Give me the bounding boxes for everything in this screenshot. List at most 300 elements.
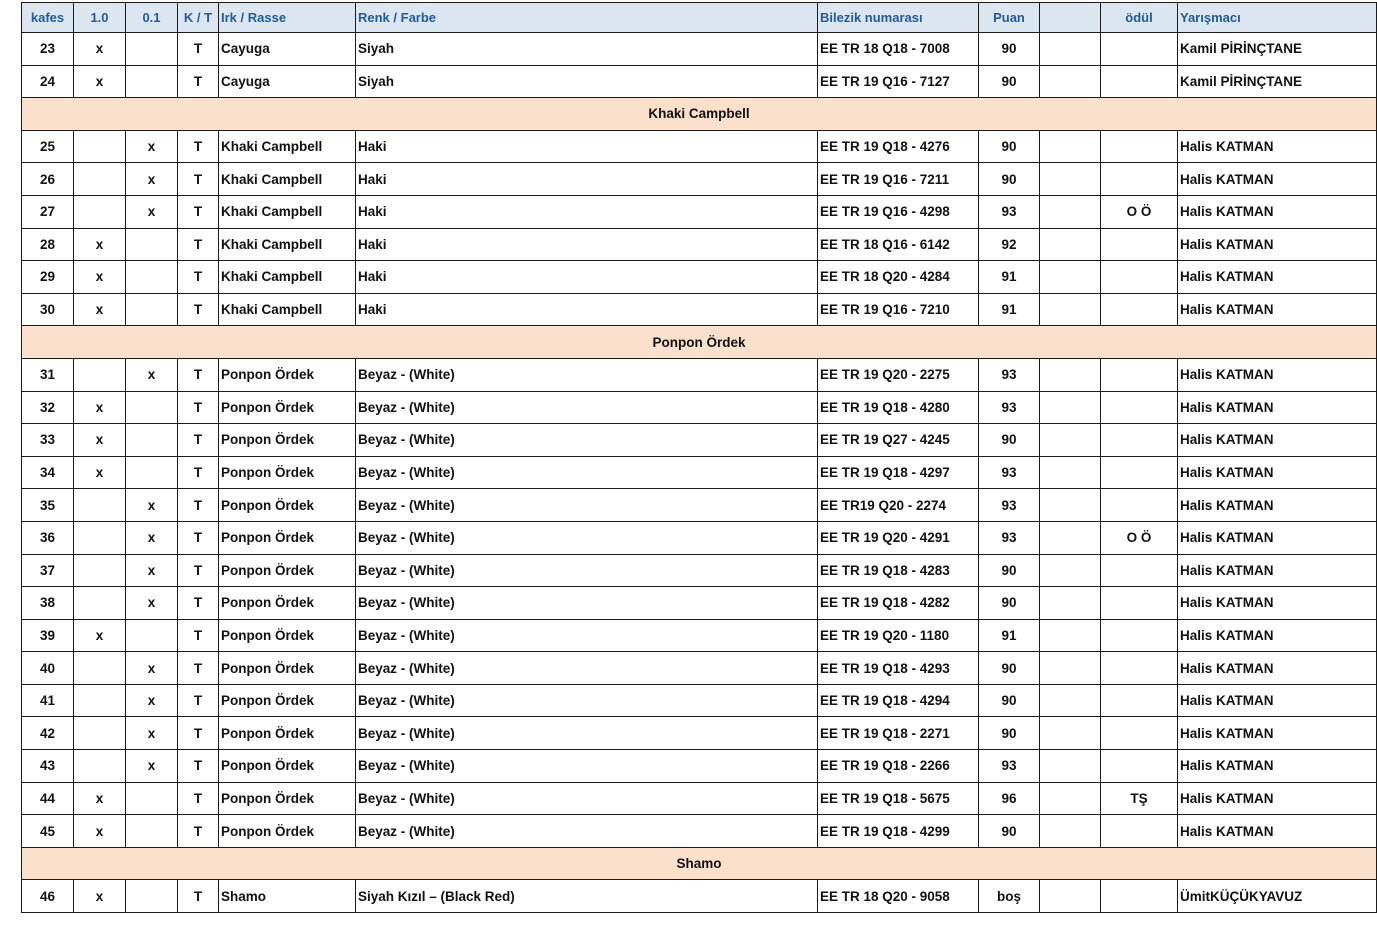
cell-kafes: 32	[22, 391, 74, 424]
cell-score: 90	[979, 33, 1040, 66]
cell-male: x	[74, 228, 126, 261]
cell-exhibitor: Halis KATMAN	[1178, 195, 1377, 228]
table-row	[22, 782, 1377, 815]
cell-breed: Khaki Campbell	[219, 228, 356, 261]
cell-award	[1101, 750, 1178, 783]
cell-male	[74, 684, 126, 717]
cell-award	[1101, 554, 1178, 587]
cell-kt: T	[178, 880, 219, 913]
cell-extra	[1040, 782, 1101, 815]
cell-ring: EE TR 19 Q18 - 4297	[818, 456, 979, 489]
cell-award: O Ö	[1101, 195, 1178, 228]
cell-kafes: 42	[22, 717, 74, 750]
cell-male: x	[74, 293, 126, 326]
cell-kt: T	[178, 782, 219, 815]
table-row	[22, 195, 1377, 228]
cell-extra	[1040, 293, 1101, 326]
cell-breed: Ponpon Ördek	[219, 782, 356, 815]
cell-male: x	[74, 456, 126, 489]
cell-exhibitor: Halis KATMAN	[1178, 554, 1377, 587]
cell-score: 92	[979, 228, 1040, 261]
cell-exhibitor: Halis KATMAN	[1178, 684, 1377, 717]
cell-ring: EE TR 19 Q16 - 7127	[818, 65, 979, 98]
table-row	[22, 815, 1377, 848]
cell-female: x	[126, 521, 178, 554]
cell-award	[1101, 293, 1178, 326]
cell-score: 91	[979, 619, 1040, 652]
cell-exhibitor: Halis KATMAN	[1178, 587, 1377, 620]
cell-kt: T	[178, 456, 219, 489]
cell-award	[1101, 717, 1178, 750]
cell-female	[126, 619, 178, 652]
cell-score: 90	[979, 684, 1040, 717]
cell-breed: Cayuga	[219, 33, 356, 66]
cell-breed: Khaki Campbell	[219, 130, 356, 163]
cell-female: x	[126, 587, 178, 620]
table-row	[22, 652, 1377, 685]
cell-color: Haki	[356, 195, 818, 228]
group-header-row	[22, 847, 1377, 880]
cell-ring: EE TR 18 Q20 - 9058	[818, 880, 979, 913]
cell-extra	[1040, 880, 1101, 913]
cell-breed: Ponpon Ördek	[219, 456, 356, 489]
cell-kafes: 24	[22, 65, 74, 98]
cell-kt: T	[178, 619, 219, 652]
cell-exhibitor: Halis KATMAN	[1178, 391, 1377, 424]
cell-color: Siyah	[356, 33, 818, 66]
cell-color: Beyaz - (White)	[356, 489, 818, 522]
cell-award	[1101, 684, 1178, 717]
cell-male: x	[74, 391, 126, 424]
cell-ring: EE TR 19 Q18 - 4294	[818, 684, 979, 717]
cell-kafes: 40	[22, 652, 74, 685]
header-color: Renk / Farbe	[356, 3, 818, 33]
cell-score: 93	[979, 489, 1040, 522]
cell-color: Haki	[356, 228, 818, 261]
group-title: Shamo	[22, 847, 1377, 880]
cell-ring: EE TR 18 Q18 - 7008	[818, 33, 979, 66]
cell-female	[126, 880, 178, 913]
cell-female: x	[126, 554, 178, 587]
cell-score: 90	[979, 554, 1040, 587]
header-exhibitor: Yarışmacı	[1178, 3, 1377, 33]
cell-ring: EE TR 19 Q16 - 4298	[818, 195, 979, 228]
table-row	[22, 880, 1377, 913]
cell-extra	[1040, 65, 1101, 98]
cell-exhibitor: Halis KATMAN	[1178, 652, 1377, 685]
cell-color: Beyaz - (White)	[356, 358, 818, 391]
cell-female: x	[126, 195, 178, 228]
cell-kafes: 36	[22, 521, 74, 554]
cell-exhibitor: Halis KATMAN	[1178, 489, 1377, 522]
cell-kafes: 31	[22, 358, 74, 391]
cell-female	[126, 33, 178, 66]
cell-ring: EE TR 19 Q18 - 4276	[818, 130, 979, 163]
cell-score: 91	[979, 293, 1040, 326]
table-row	[22, 619, 1377, 652]
cell-female: x	[126, 717, 178, 750]
cell-male: x	[74, 619, 126, 652]
cell-color: Siyah Kızıl – (Black Red)	[356, 880, 818, 913]
cell-award	[1101, 587, 1178, 620]
cell-score: 93	[979, 750, 1040, 783]
cell-kt: T	[178, 750, 219, 783]
cell-kafes: 41	[22, 684, 74, 717]
cell-award	[1101, 228, 1178, 261]
cell-female	[126, 293, 178, 326]
cell-female: x	[126, 750, 178, 783]
cell-color: Beyaz - (White)	[356, 684, 818, 717]
cell-award	[1101, 424, 1178, 457]
cell-exhibitor: Halis KATMAN	[1178, 261, 1377, 294]
cell-ring: EE TR 19 Q18 - 4293	[818, 652, 979, 685]
cell-male	[74, 358, 126, 391]
cell-breed: Ponpon Ördek	[219, 750, 356, 783]
cell-female	[126, 228, 178, 261]
cell-ring: EE TR 19 Q16 - 7210	[818, 293, 979, 326]
cell-female	[126, 456, 178, 489]
cell-extra	[1040, 163, 1101, 196]
cell-award: O Ö	[1101, 521, 1178, 554]
cell-kt: T	[178, 228, 219, 261]
cell-ring: EE TR 18 Q16 - 6142	[818, 228, 979, 261]
cell-extra	[1040, 815, 1101, 848]
header-score: Puan	[979, 3, 1040, 33]
cell-breed: Ponpon Ördek	[219, 489, 356, 522]
cell-exhibitor: Halis KATMAN	[1178, 163, 1377, 196]
cell-kt: T	[178, 163, 219, 196]
cell-ring: EE TR 19 Q18 - 2266	[818, 750, 979, 783]
cell-kt: T	[178, 261, 219, 294]
cell-breed: Ponpon Ördek	[219, 619, 356, 652]
cell-score: 93	[979, 195, 1040, 228]
cell-award	[1101, 489, 1178, 522]
cell-ring: EE TR 19 Q16 - 7211	[818, 163, 979, 196]
cell-score: 90	[979, 717, 1040, 750]
cell-color: Haki	[356, 163, 818, 196]
cell-ring: EE TR 19 Q18 - 4283	[818, 554, 979, 587]
header-row	[22, 3, 1377, 33]
cell-extra	[1040, 587, 1101, 620]
table-row	[22, 554, 1377, 587]
cell-color: Beyaz - (White)	[356, 391, 818, 424]
cell-kt: T	[178, 717, 219, 750]
cell-ring: EE TR 19 Q18 - 4280	[818, 391, 979, 424]
cell-male	[74, 489, 126, 522]
cell-kafes: 29	[22, 261, 74, 294]
cell-award	[1101, 815, 1178, 848]
cell-color: Beyaz - (White)	[356, 521, 818, 554]
cell-extra	[1040, 652, 1101, 685]
cell-breed: Ponpon Ördek	[219, 424, 356, 457]
cell-female	[126, 391, 178, 424]
cell-male	[74, 195, 126, 228]
header-ring: Bilezik numarası	[818, 3, 979, 33]
cell-breed: Khaki Campbell	[219, 261, 356, 294]
cell-extra	[1040, 619, 1101, 652]
cell-female: x	[126, 684, 178, 717]
cell-ring: EE TR 19 Q20 - 2275	[818, 358, 979, 391]
table-row	[22, 684, 1377, 717]
table-row	[22, 750, 1377, 783]
cell-kafes: 27	[22, 195, 74, 228]
cell-extra	[1040, 521, 1101, 554]
cell-ring: EE TR19 Q20 - 2274	[818, 489, 979, 522]
cell-female: x	[126, 489, 178, 522]
cell-female	[126, 261, 178, 294]
cell-score: 90	[979, 65, 1040, 98]
cell-female: x	[126, 358, 178, 391]
cell-kafes: 35	[22, 489, 74, 522]
cell-award	[1101, 65, 1178, 98]
cell-breed: Ponpon Ördek	[219, 815, 356, 848]
table-row	[22, 489, 1377, 522]
cell-male: x	[74, 782, 126, 815]
cell-score: 96	[979, 782, 1040, 815]
cell-breed: Ponpon Ördek	[219, 391, 356, 424]
cell-exhibitor: Halis KATMAN	[1178, 521, 1377, 554]
cell-kt: T	[178, 652, 219, 685]
cell-kt: T	[178, 65, 219, 98]
cell-extra	[1040, 261, 1101, 294]
cell-extra	[1040, 717, 1101, 750]
cell-color: Haki	[356, 293, 818, 326]
cell-male: x	[74, 880, 126, 913]
cell-kt: T	[178, 358, 219, 391]
cell-score: boş	[979, 880, 1040, 913]
cell-breed: Khaki Campbell	[219, 293, 356, 326]
cell-extra	[1040, 130, 1101, 163]
group-title: Ponpon Ördek	[22, 326, 1377, 359]
cell-male	[74, 521, 126, 554]
cell-breed: Ponpon Ördek	[219, 652, 356, 685]
cell-color: Beyaz - (White)	[356, 554, 818, 587]
table-row	[22, 391, 1377, 424]
cell-score: 90	[979, 815, 1040, 848]
cell-score: 93	[979, 391, 1040, 424]
cell-ring: EE TR 19 Q20 - 1180	[818, 619, 979, 652]
cell-exhibitor: Halis KATMAN	[1178, 717, 1377, 750]
cell-color: Beyaz - (White)	[356, 750, 818, 783]
group-header-row	[22, 98, 1377, 131]
table-row	[22, 163, 1377, 196]
cell-kt: T	[178, 684, 219, 717]
cell-exhibitor: Halis KATMAN	[1178, 815, 1377, 848]
cell-color: Beyaz - (White)	[356, 815, 818, 848]
cell-female: x	[126, 130, 178, 163]
cell-male	[74, 750, 126, 783]
header-award: ödül	[1101, 3, 1178, 33]
table-row	[22, 358, 1377, 391]
cell-kt: T	[178, 521, 219, 554]
cell-color: Siyah	[356, 65, 818, 98]
cell-breed: Ponpon Ördek	[219, 521, 356, 554]
group-header-row	[22, 326, 1377, 359]
cell-score: 90	[979, 163, 1040, 196]
cell-score: 93	[979, 358, 1040, 391]
cell-male: x	[74, 65, 126, 98]
table-row	[22, 587, 1377, 620]
cell-male: x	[74, 815, 126, 848]
cell-kafes: 37	[22, 554, 74, 587]
cell-kafes: 39	[22, 619, 74, 652]
cell-male	[74, 587, 126, 620]
cell-color: Beyaz - (White)	[356, 424, 818, 457]
cell-award	[1101, 652, 1178, 685]
table-row	[22, 521, 1377, 554]
cell-kafes: 33	[22, 424, 74, 457]
cell-breed: Khaki Campbell	[219, 163, 356, 196]
cell-color: Beyaz - (White)	[356, 587, 818, 620]
cell-exhibitor: Halis KATMAN	[1178, 750, 1377, 783]
cell-color: Beyaz - (White)	[356, 652, 818, 685]
cell-extra	[1040, 358, 1101, 391]
cell-ring: EE TR 19 Q18 - 2271	[818, 717, 979, 750]
cell-male	[74, 652, 126, 685]
cell-award	[1101, 358, 1178, 391]
cell-score: 90	[979, 587, 1040, 620]
cell-score: 93	[979, 456, 1040, 489]
cell-ring: EE TR 19 Q18 - 5675	[818, 782, 979, 815]
cell-kafes: 45	[22, 815, 74, 848]
table-row	[22, 424, 1377, 457]
cell-exhibitor: Kamil PİRİNÇTANE	[1178, 65, 1377, 98]
cell-award	[1101, 880, 1178, 913]
cell-award: TŞ	[1101, 782, 1178, 815]
group-title: Khaki Campbell	[22, 98, 1377, 131]
cell-award	[1101, 130, 1178, 163]
cell-award	[1101, 261, 1178, 294]
table-row	[22, 717, 1377, 750]
cell-exhibitor: Halis KATMAN	[1178, 456, 1377, 489]
cell-score: 90	[979, 652, 1040, 685]
cell-extra	[1040, 33, 1101, 66]
cell-kt: T	[178, 391, 219, 424]
cell-female	[126, 815, 178, 848]
cell-kt: T	[178, 130, 219, 163]
cell-ring: EE TR 18 Q20 - 4284	[818, 261, 979, 294]
cell-extra	[1040, 750, 1101, 783]
cell-extra	[1040, 684, 1101, 717]
cell-extra	[1040, 554, 1101, 587]
cell-breed: Khaki Campbell	[219, 195, 356, 228]
cell-exhibitor: Halis KATMAN	[1178, 782, 1377, 815]
cell-kt: T	[178, 33, 219, 66]
cell-male	[74, 163, 126, 196]
cell-breed: Cayuga	[219, 65, 356, 98]
cell-kafes: 43	[22, 750, 74, 783]
cell-award	[1101, 456, 1178, 489]
cell-female	[126, 424, 178, 457]
cell-score: 90	[979, 130, 1040, 163]
cell-award	[1101, 391, 1178, 424]
cell-color: Haki	[356, 261, 818, 294]
cell-extra	[1040, 456, 1101, 489]
cell-color: Beyaz - (White)	[356, 456, 818, 489]
cell-score: 90	[979, 424, 1040, 457]
cell-exhibitor: Halis KATMAN	[1178, 130, 1377, 163]
cell-kt: T	[178, 424, 219, 457]
cell-male	[74, 717, 126, 750]
cell-ring: EE TR 19 Q20 - 4291	[818, 521, 979, 554]
header-extra	[1040, 3, 1101, 33]
cell-breed: Ponpon Ördek	[219, 358, 356, 391]
table-row	[22, 228, 1377, 261]
cell-color: Beyaz - (White)	[356, 717, 818, 750]
cell-kafes: 46	[22, 880, 74, 913]
cell-kt: T	[178, 293, 219, 326]
header-male: 1.0	[74, 3, 126, 33]
cell-ring: EE TR 19 Q27 - 4245	[818, 424, 979, 457]
cell-exhibitor: Halis KATMAN	[1178, 293, 1377, 326]
header-female: 0.1	[126, 3, 178, 33]
cell-kt: T	[178, 587, 219, 620]
cell-breed: Ponpon Ördek	[219, 717, 356, 750]
cell-female: x	[126, 163, 178, 196]
cell-kt: T	[178, 554, 219, 587]
cell-color: Beyaz - (White)	[356, 619, 818, 652]
cell-kafes: 26	[22, 163, 74, 196]
cell-kafes: 44	[22, 782, 74, 815]
cell-extra	[1040, 391, 1101, 424]
cell-male	[74, 554, 126, 587]
cell-kafes: 34	[22, 456, 74, 489]
cell-female: x	[126, 652, 178, 685]
header-kafes: kafes	[22, 3, 74, 33]
cell-exhibitor: Halis KATMAN	[1178, 619, 1377, 652]
cell-breed: Ponpon Ördek	[219, 554, 356, 587]
header-kt: K / T	[178, 3, 219, 33]
cell-male: x	[74, 261, 126, 294]
results-table	[21, 2, 1377, 913]
cell-breed: Ponpon Ördek	[219, 587, 356, 620]
cell-score: 93	[979, 521, 1040, 554]
cell-breed: Ponpon Ördek	[219, 684, 356, 717]
cell-exhibitor: ÜmitKÜÇÜKYAVUZ	[1178, 880, 1377, 913]
cell-extra	[1040, 424, 1101, 457]
cell-kt: T	[178, 815, 219, 848]
table-body	[22, 33, 1377, 913]
header-breed: Irk / Rasse	[219, 3, 356, 33]
cell-male: x	[74, 424, 126, 457]
table-row	[22, 65, 1377, 98]
table-row	[22, 261, 1377, 294]
cell-kt: T	[178, 195, 219, 228]
table-row	[22, 293, 1377, 326]
cell-extra	[1040, 228, 1101, 261]
cell-extra	[1040, 195, 1101, 228]
cell-kafes: 28	[22, 228, 74, 261]
cell-exhibitor: Halis KATMAN	[1178, 358, 1377, 391]
cell-male: x	[74, 33, 126, 66]
table-row	[22, 130, 1377, 163]
table-row	[22, 456, 1377, 489]
cell-kafes: 23	[22, 33, 74, 66]
cell-kt: T	[178, 489, 219, 522]
cell-ring: EE TR 19 Q18 - 4299	[818, 815, 979, 848]
cell-female	[126, 782, 178, 815]
cell-award	[1101, 163, 1178, 196]
cell-extra	[1040, 489, 1101, 522]
cell-award	[1101, 619, 1178, 652]
cell-ring: EE TR 19 Q18 - 4282	[818, 587, 979, 620]
cell-score: 91	[979, 261, 1040, 294]
cell-award	[1101, 33, 1178, 66]
cell-breed: Shamo	[219, 880, 356, 913]
cell-female	[126, 65, 178, 98]
cell-color: Beyaz - (White)	[356, 782, 818, 815]
table-row	[22, 33, 1377, 66]
